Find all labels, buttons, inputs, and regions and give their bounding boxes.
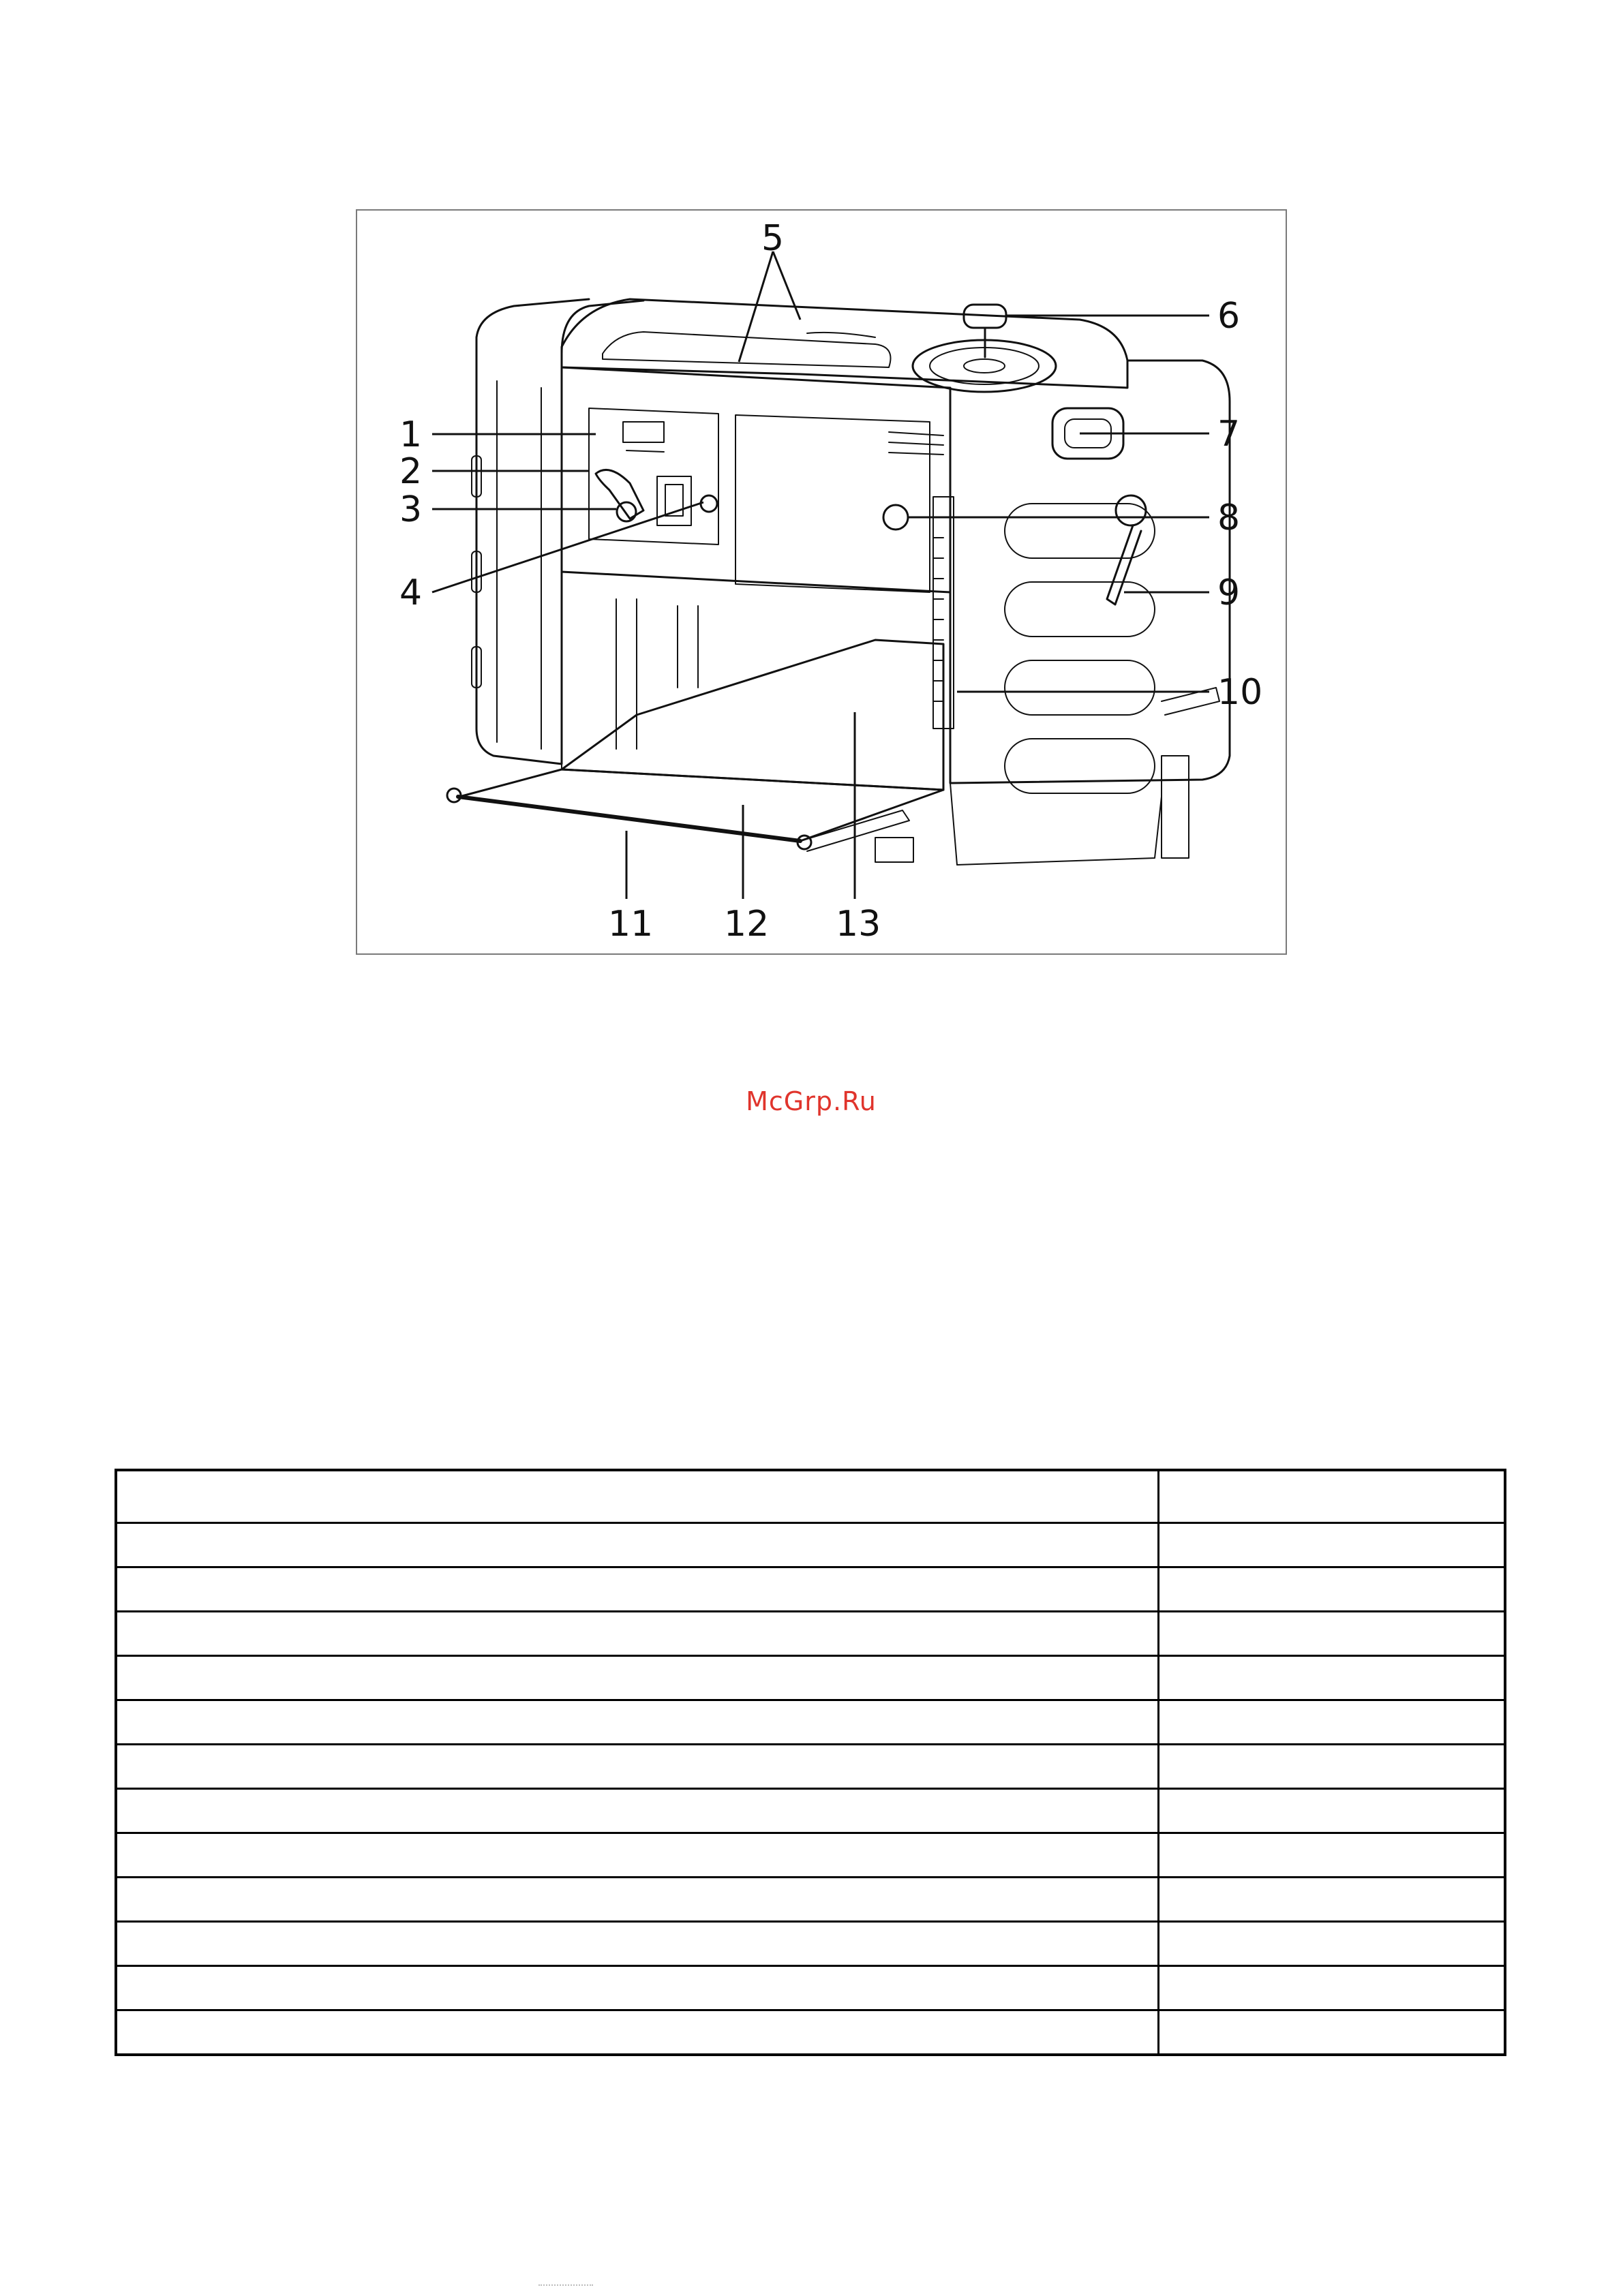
table-row xyxy=(116,1966,1505,2010)
callout-1: 1 xyxy=(399,414,423,455)
callout-8: 8 xyxy=(1217,498,1241,538)
table-row xyxy=(116,1612,1505,1656)
callout-2: 2 xyxy=(399,451,423,492)
callout-12: 12 xyxy=(724,904,770,945)
callout-10: 10 xyxy=(1217,672,1263,713)
parts-table xyxy=(115,1469,1506,2056)
right-housing xyxy=(950,361,1230,783)
callout-4: 4 xyxy=(399,572,423,613)
callout-11: 11 xyxy=(608,904,654,945)
table-row xyxy=(116,1878,1505,1922)
table-row xyxy=(116,1745,1505,1789)
footer-marks xyxy=(539,2284,593,2291)
table-row xyxy=(116,1789,1505,1833)
table-row xyxy=(116,1700,1505,1745)
watermark: McGrp.Ru xyxy=(746,1086,877,1116)
planer-illustration xyxy=(357,211,1288,956)
table-row xyxy=(116,1656,1505,1700)
display xyxy=(623,422,664,442)
callout-3: 3 xyxy=(399,489,423,530)
roller xyxy=(458,797,800,841)
callout-7: 7 xyxy=(1217,414,1241,455)
figure-frame xyxy=(356,209,1287,955)
table-header-row xyxy=(116,1470,1505,1523)
thumb-screw xyxy=(883,505,908,530)
top-cover xyxy=(562,299,1127,388)
table-row xyxy=(116,1833,1505,1878)
table-row xyxy=(116,1922,1505,1966)
table-row xyxy=(116,1523,1505,1567)
callout-5: 5 xyxy=(761,218,785,259)
callout-13: 13 xyxy=(836,904,881,945)
table-row xyxy=(116,1567,1505,1612)
table-row xyxy=(116,2010,1505,2055)
front-panel xyxy=(562,367,950,592)
callout-9: 9 xyxy=(1217,572,1241,613)
callout-6: 6 xyxy=(1217,296,1241,337)
planing-table xyxy=(562,640,943,790)
